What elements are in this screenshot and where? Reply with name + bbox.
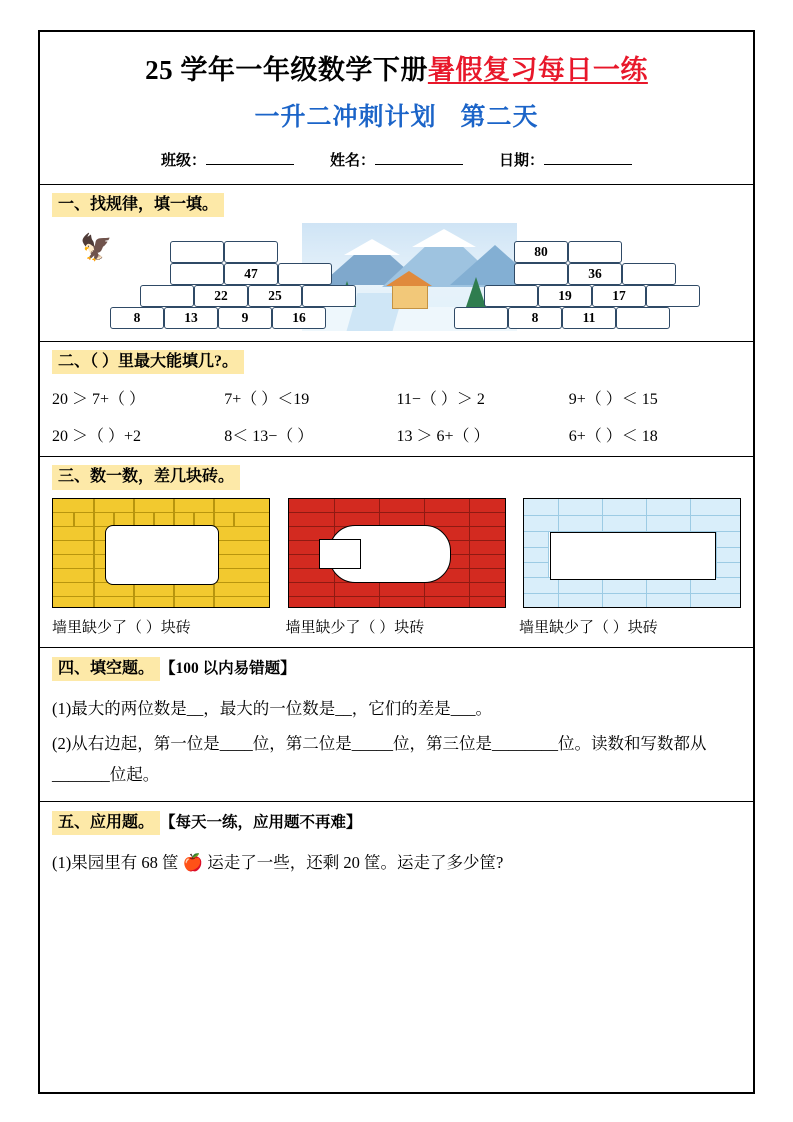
block-empty[interactable] [646,285,700,307]
block-13[interactable]: 13 [164,307,218,329]
block-empty[interactable] [278,263,332,285]
house-roof-icon [386,271,432,286]
house-icon [392,285,428,309]
block-16[interactable]: 16 [272,307,326,329]
block-empty[interactable] [302,285,356,307]
section-1 [40,184,753,341]
tree-icon [466,277,486,307]
student-info-row [40,149,753,170]
block-8-right[interactable]: 8 [508,307,562,329]
block-47[interactable]: 47 [224,263,278,285]
eagle-icon: 🦅 [80,233,113,263]
block-25[interactable]: 25 [248,285,302,307]
section-5-note: 【每天一练，应用题不再难】 [160,813,362,831]
section-2-heading: 二、（ ）里最大能填几?。 [52,350,244,374]
wall-caption: 墙里缺少了（ ）块砖 [285,619,425,636]
snow-cap-icon [412,229,476,247]
blue-brick-wall [523,498,741,608]
expression-row-1 [52,386,741,409]
block-80[interactable]: 80 [514,241,568,263]
subtitle-text: 一升二冲刺计划 [254,104,437,131]
expression[interactable]: 20 ＞（ ）+2 [52,428,142,446]
word-problem-item-1[interactable]: (1)果园里有 68 筐 🍎 运走了一些，还剩 20 筐。运走了多少筐? [52,852,504,872]
day-label: 第二天 [460,104,539,131]
block-empty[interactable] [224,241,278,263]
section-4-heading-wrap [52,660,296,677]
class-field [161,149,294,170]
block-empty[interactable] [514,263,568,285]
wall-caption: 墙里缺少了（ ）块砖 [52,619,191,636]
date-label: 日期： [499,153,545,169]
brick-walls-row [52,498,741,608]
expression[interactable]: 9+（ ）＜ 15 [568,391,658,409]
fill-blank-item-1[interactable]: (1)最大的两位数是__，最大的一位数是__，它们的差是___。 [52,698,492,718]
block-empty[interactable] [622,263,676,285]
block-empty[interactable] [170,241,224,263]
section-5-heading-wrap [52,814,362,831]
title-red-part: 暑假复习每日一练 [427,55,648,85]
yellow-brick-wall [52,498,270,608]
section-4-note: 【100 以内易错题】 [160,659,296,677]
pattern-illustration [52,223,742,331]
section-3-heading: 三、数一数，差几块砖。 [52,465,240,489]
wall-hole-notch [319,539,361,569]
worksheet-page [38,30,755,1094]
expression-row-2 [52,423,741,446]
expression[interactable]: 8＜ 13−（ ） [224,428,314,446]
page-subtitle [40,97,753,133]
section-3 [40,456,753,646]
expression[interactable]: 7+（ ）＜19 [224,391,310,409]
expression[interactable]: 13 ＞ 6+（ ） [396,428,490,446]
block-empty[interactable] [484,285,538,307]
wall-hole [550,532,716,580]
class-blank[interactable] [206,150,294,165]
date-field [499,149,632,170]
name-blank[interactable] [375,150,463,165]
fill-blank-item-2[interactable]: (2)从右边起，第一位是____位，第二位是_____位，第三位是________位。读数和写数都从_______位起。 [52,734,707,785]
name-field [330,149,463,170]
wall-captions-row [52,616,741,637]
block-11[interactable]: 11 [562,307,616,329]
section-1-heading: 一、找规律，填一填。 [52,193,224,217]
section-5 [40,801,753,975]
section-2 [40,341,753,456]
page-title [40,48,753,87]
answer-space[interactable] [52,878,741,964]
section-4-heading: 四、填空题。 [52,657,160,681]
section-5-heading: 五、应用题。 [52,811,160,835]
expression[interactable]: 6+（ ）＜ 18 [568,428,658,446]
date-blank[interactable] [544,150,632,165]
block-empty[interactable] [616,307,670,329]
wall-hole [105,525,219,585]
wall-caption: 墙里缺少了（ ）块砖 [519,619,658,636]
block-22[interactable]: 22 [194,285,248,307]
expression[interactable]: 11−（ ）＞ 2 [396,391,485,409]
block-36[interactable]: 36 [568,263,622,285]
block-empty[interactable] [170,263,224,285]
block-8[interactable]: 8 [110,307,164,329]
section-4 [40,647,753,801]
block-empty[interactable] [454,307,508,329]
snow-cap-icon [344,239,400,255]
name-label: 姓名： [329,153,375,169]
block-empty[interactable] [568,241,622,263]
class-label: 班级： [160,153,206,169]
block-empty[interactable] [140,285,194,307]
expression[interactable]: 20 ＞ 7+（ ） [52,391,146,409]
block-9[interactable]: 9 [218,307,272,329]
block-19[interactable]: 19 [538,285,592,307]
red-brick-wall [288,498,506,608]
title-black-part: 25 学年一年级数学下册 [145,55,428,85]
block-17[interactable]: 17 [592,285,646,307]
